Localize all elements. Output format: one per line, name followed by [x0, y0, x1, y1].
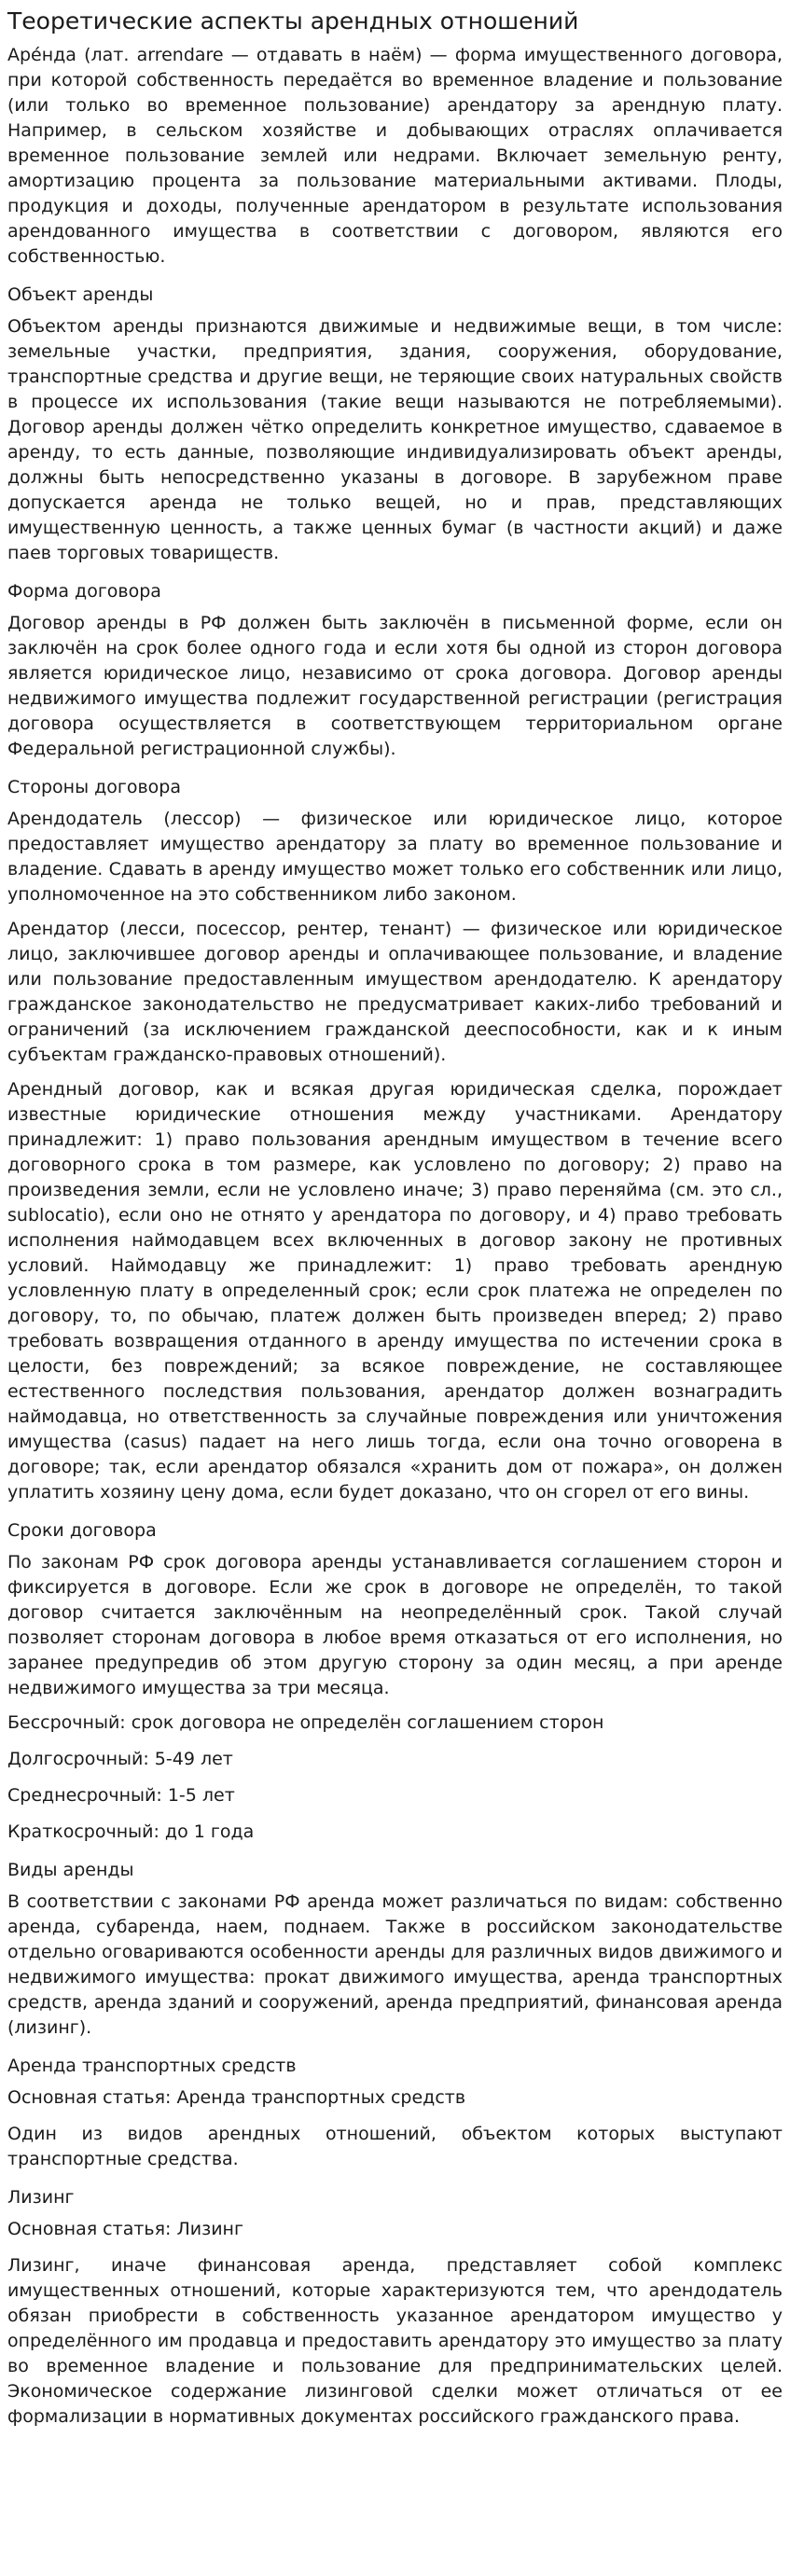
object-paragraph: Объектом аренды признаются движимые и недвижимые вещи, в том числе: земельные участки, предприятия, здания, сооружения, оборудование, транспортные средства и другие вещи, не теряющие своих натуральных свойств в процессе их использования (такие вещи называются не потребляемыми). Договор аренды должен чётко определить конкретное имущество, сдаваемое в аренду, то есть данные, позволяющие индивидуализировать объект аренды, должны быть непосредственно указаны в договоре. В зарубежном праве допускается аренда не только вещей, но и прав, представляющих имущественную ценность, а также ценных бумаг (в частности акций) и даже паев торговых товариществ. — [7, 316, 783, 563]
section-heading-types: Виды аренды — [7, 1860, 134, 1880]
section-heading-form: Форма договора — [7, 581, 161, 602]
term-item: Краткосрочный: до 1 года — [7, 1821, 255, 1842]
term-item: Среднесрочный: 1-5 лет — [7, 1785, 235, 1806]
main-article-note-leasing: Основная статья: Лизинг — [7, 2219, 243, 2239]
leasing-paragraph: Лизинг, иначе финансовая аренда, представляет собой комплекс имущественных отношений, которые характеризуются тем, что арендодатель обязан приобрести в собственность указанное арендатором имущество у определённого им продавца и предоставить арендатору это имущество за плату во временное владение и пользование для предпринимательских целей. Экономическое содержание лизинговой сделки может отличаться от ее формализации в нормативных документах российского гражданского права. — [7, 2255, 783, 2427]
term-item: Долгосрочный: 5-49 лет — [7, 1749, 233, 1769]
types-paragraph: В соответствии с законами РФ аренда может различаться по видам: собственно аренда, субаренда, наем, поднаем. Также в российском законодательстве отдельно оговариваются особенности аренды для различных видов движимого и недвижимого имущества: прокат движимого имущества, аренда транспортных средств, аренда зданий и сооружений, аренда предприятий, финансовая аренда (лизинг). — [7, 1891, 783, 2038]
transport-paragraph: Один из видов арендных отношений, объектом которых выступают транспортные средства. — [7, 2124, 783, 2169]
lessor-paragraph: Арендодатель (лессор) — физическое или юридическое лицо, которое предоставляет имущество арендатору за плату во временное пользование и владение. Сдавать в аренду имущество может только его собственник или лицо, уполномоченное на это собственником либо законом. — [7, 809, 783, 905]
section-heading-terms: Сроки договора — [7, 1520, 157, 1541]
lessee-paragraph: Арендатор (лесси, посессор, рентер, тенант) — физическое или юридическое лицо, заключившее договор аренды и оплачивающее пользование, и владение или пользование предоставленным имуществом арендодателю. К арендатору гражданское законодательство не предусматривает каких-либо требований и ограничений (за исключением гражданской дееспособности, как и к иным субъектам гражданско-правовых отношений). — [7, 919, 783, 1065]
form-paragraph: Договор аренды в РФ должен быть заключён в письменной форме, если он заключён на срок более одного года и если хотя бы одной из сторон договора является юридическое лицо, независимо от срока договора. Договор аренды недвижимого имущества подлежит государственной регистрации (регистрация договора осуществляется в соответствующем территориальном органе Федеральной регистрационной службы). — [7, 613, 783, 759]
section-heading-object: Объект аренды — [7, 284, 154, 305]
main-article-note-transport: Основная статья: Аренда транспортных средств — [7, 2087, 466, 2108]
page-title: Теоретические аспекты арендных отношений — [7, 7, 579, 35]
term-item: Бессрочный: срок договора не определён соглашением сторон — [7, 1712, 604, 1733]
section-heading-transport: Аренда транспортных средств — [7, 2056, 297, 2076]
contract-rights-paragraph: Арендный договор, как и всякая другая юридическая сделка, порождает известные юридические отношения между участниками. Арендатору принадлежит: 1) право пользования арендным имуществом в течение всего договорного срока в том размере, как условлено по договору; 2) право на произведения земли, если не условлено иначе; 3) право переняйма (см. это сл., sublocatio), если оно не отнято у арендатора по договору, и 4) право требовать исполнения наймодавцем всех включенных в договор закону не противных условий. Наймодавцу же принадлежит: 1) право требовать арендную условленную плату в определенный срок; если срок платежа не определен по договору, то, по обычаю, платеж должен быть произведен вперед; 2) право требовать возвращения отданного в аренду имущества по истечении срока в целости, без повреждений; за всякое повреждение, не составляющее естественного последствия пользования, арендатор должен вознаградить наймодавца, но ответственность за случайные повреждения или уничтожения имущества (casus) падает на него лишь тогда, если она точно оговорена в договоре; так, если арендатор обязался «хранить дом от пожара», он должен уплатить хозяину цену дома, если будет доказано, что он сгорел от его вины. — [7, 1079, 783, 1503]
section-heading-parties: Стороны договора — [7, 777, 182, 797]
section-heading-leasing: Лизинг — [7, 2187, 75, 2208]
terms-paragraph: По законам РФ срок договора аренды устанавливается соглашением сторон и фиксируется в договоре. Если же срок в договоре не определён, то такой договор считается заключённым на неопределённый срок. Такой случай позволяет сторонам договора в любое время отказаться от его исполнения, но заранее предупредив об этом другую сторону за один месяц, а при аренде недвижимого имущества за три месяца. — [7, 1552, 783, 1698]
intro-paragraph: Аре́нда (лат. arrendare — отдавать в наём) — форма имущественного договора, при которой собственность передаётся во временное владение и пользование (или только во временное пользование) арендатору за арендную плату. Например, в сельском хозяйстве и добывающих отраслях оплачивается временное пользование землей или недрами. Включает земельную ренту, амортизацию процента за пользование материальными активами. Плоды, продукция и доходы, полученные арендатором в результате использования арендованного имущества в соответствии с договором, являются его собственностью. — [7, 45, 783, 267]
